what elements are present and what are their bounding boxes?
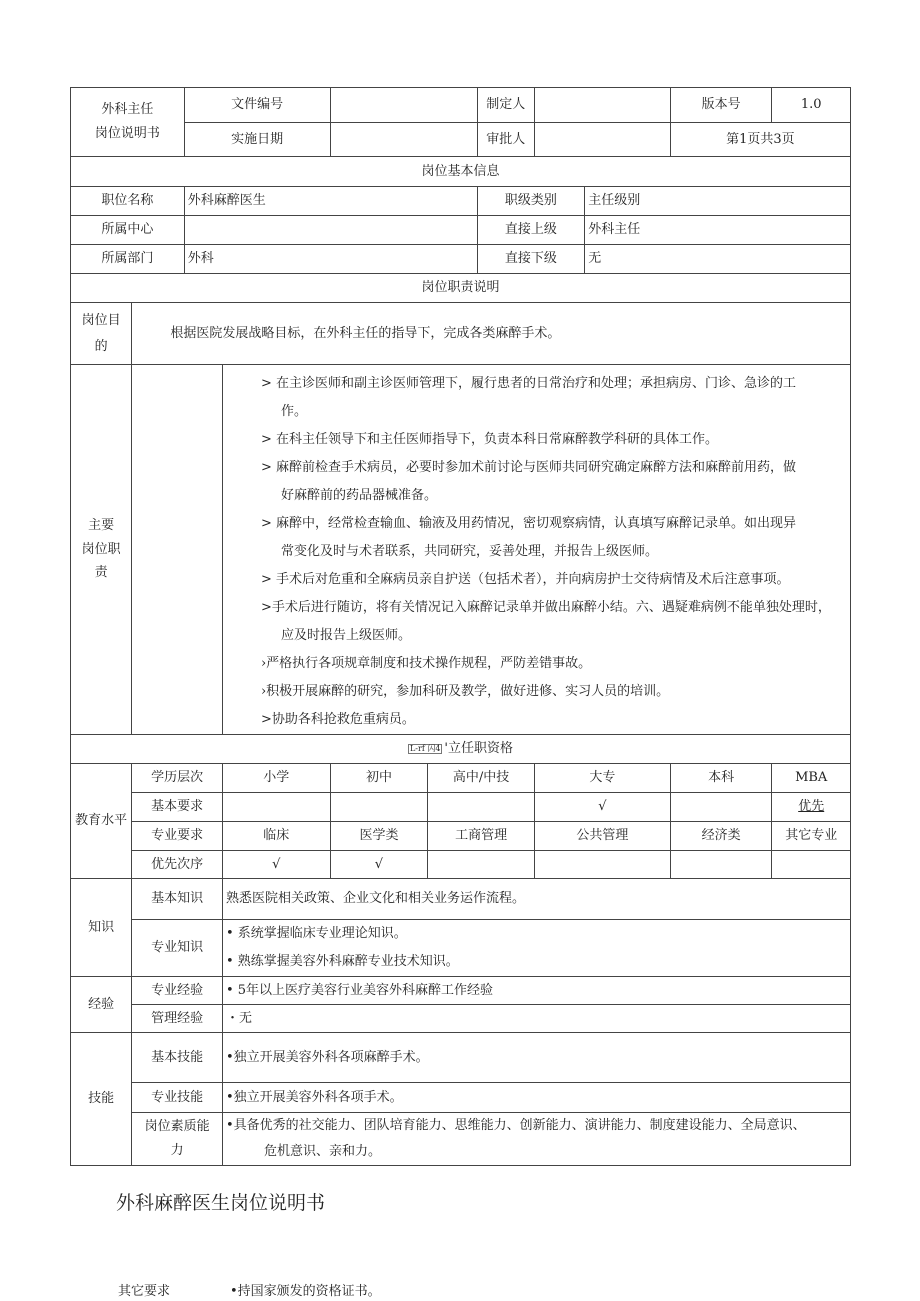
page-info: 第1页共3页	[670, 123, 850, 157]
other-req-label: 其它要求	[118, 1284, 171, 1299]
version-value: 1.0	[772, 88, 851, 123]
doc-no-label: 文件编号	[184, 88, 330, 123]
mgmt-exp-label: 管理经验	[132, 1005, 223, 1033]
pro-knowledge-line: • 熟练掌握美容外科麻醉专业技术知识。	[225, 954, 459, 969]
basic-req-cell	[222, 793, 330, 822]
grade-label: 职级类别	[477, 187, 585, 216]
quality-label-line1: 岗位素质能	[144, 1119, 210, 1135]
quality-label	[132, 1113, 223, 1166]
approver-label: 审批人	[477, 123, 534, 157]
edu-level-label: 学历层次	[132, 764, 223, 793]
section-marker-icon: L-rf 闪4	[409, 743, 441, 753]
duty-line: >协助各科抢救危重病员。	[260, 712, 415, 727]
header-title-line2: 岗位说明书	[94, 126, 160, 141]
basic-knowledge-value: 熟悉医院相关政策、企业文化和相关业务运作流程。	[222, 879, 850, 920]
document-title: 外科麻醉医生岗位说明书	[116, 1192, 326, 1214]
quality-line: •具备优秀的社交能力、团队培育能力、思维能力、创新能力、演讲能力、制度建设能力、全局意识、	[225, 1118, 806, 1133]
duty-line: > 麻醉中，经常检查输血、输液及用药情况，密切观察病情，认真填写麻醉记录单。如出现异	[260, 516, 796, 531]
major-cell: 公共管理	[534, 822, 670, 851]
header-title-line1: 外科主任	[101, 102, 154, 118]
quality-line: 危机意识、亲和力。	[263, 1144, 381, 1159]
priority-cell	[772, 851, 851, 879]
main-duties-label-line3: 责	[94, 565, 108, 581]
center-label: 所属中心	[71, 216, 185, 245]
goal-text: 根据医院发展战略目标，在外科主任的指导下，完成各类麻醉手术。	[132, 303, 851, 365]
edu-level-cell: 小学	[222, 764, 330, 793]
priority-cell	[534, 851, 670, 879]
section-qualification-title	[71, 735, 851, 764]
edu-level-cell: MBA	[772, 764, 851, 793]
edu-level-cell: 初中	[330, 764, 428, 793]
pro-knowledge-line: • 系统掌握临床专业理论知识。	[225, 926, 407, 941]
doc-no-value	[330, 88, 477, 123]
superior-label: 直接上级	[477, 216, 585, 245]
basic-req-cell: √	[534, 793, 670, 822]
major-cell: 其它专业	[772, 822, 851, 851]
grade-value: 主任级别	[585, 187, 851, 216]
other-req-value: •持国家颁发的资格证书。	[230, 1284, 381, 1299]
duty-line: > 手术后对危重和全麻病员亲自护送（包括术者），并向病房护士交待病情及术后注意事项。	[260, 572, 790, 587]
impl-date-label: 实施日期	[184, 123, 330, 157]
pro-knowledge-label: 专业知识	[132, 920, 223, 977]
duty-line: 好麻醉前的药品器械准备。	[280, 488, 437, 503]
priority-cell: √	[330, 851, 428, 879]
center-value	[184, 216, 477, 245]
position-label: 职位名称	[71, 187, 185, 216]
basic-req-cell	[670, 793, 772, 822]
duty-line: >手术后进行随访，将有关情况记入麻醉记录单并做出麻醉小结。六、遇疑难病例不能单独处理时，	[260, 600, 831, 615]
pro-knowledge-value	[222, 920, 850, 977]
basic-req-cell: 优先	[772, 793, 851, 822]
pro-skill-value: •独立开展美容外科各项手术。	[222, 1083, 850, 1113]
position-value: 外科麻醉医生	[184, 187, 477, 216]
main-duties-label-line2: 岗位职	[81, 541, 121, 557]
pro-exp-label: 专业经验	[132, 977, 223, 1005]
duty-line: 常变化及时与术者联系，共同研究，妥善处理，并报告上级医师。	[280, 544, 658, 559]
dept-label: 所属部门	[71, 245, 185, 274]
major-cell: 临床	[222, 822, 330, 851]
experience-label: 经验	[71, 977, 132, 1033]
duty-line: > 在主诊医师和副主诊医师管理下，履行患者的日常治疗和处理；承担病房、门诊、急诊的工	[260, 376, 796, 391]
main-duties-label-line1: 主要	[88, 518, 115, 534]
mgmt-exp-value: ・无	[222, 1005, 850, 1033]
major-cell: 医学类	[330, 822, 428, 851]
dept-value: 外科	[184, 245, 477, 274]
pro-skill-label: 专业技能	[132, 1083, 223, 1113]
duty-line: 应及时报告上级医师。	[280, 628, 411, 643]
qualification-title-text: '立任职资格	[444, 741, 513, 757]
priority-cell	[428, 851, 535, 879]
priority-label: 优先次序	[132, 851, 223, 879]
main-duties-spacer	[132, 365, 223, 735]
author-label: 制定人	[477, 88, 534, 123]
quality-label-line2: 力	[170, 1143, 184, 1158]
approver-value	[534, 123, 670, 157]
duty-line: > 麻醉前检查手术病员，必要时参加术前讨论与医师共同研究确定麻醉方法和麻醉前用药，做	[260, 460, 796, 475]
basic-skill-value: •独立开展美容外科各项麻醉手术。	[222, 1033, 850, 1083]
subordinate-label: 直接下级	[477, 245, 585, 274]
duty-line: ›严格执行各项规章制度和技术操作规程，严防差错事故。	[260, 656, 592, 671]
duties-list	[222, 365, 850, 735]
goal-label	[71, 303, 132, 365]
impl-date-value	[330, 123, 477, 157]
version-label: 版本号	[670, 88, 772, 123]
basic-skill-label: 基本技能	[132, 1033, 223, 1083]
section-duties-title: 岗位职责说明	[71, 274, 851, 303]
main-duties-label	[71, 365, 132, 735]
subordinate-value: 无	[585, 245, 851, 274]
quality-value	[222, 1113, 850, 1166]
priority-cell: √	[222, 851, 330, 879]
basic-req-cell	[330, 793, 428, 822]
job-description-table	[70, 87, 851, 1166]
doc-title-cell	[71, 88, 185, 157]
basic-knowledge-label: 基本知识	[132, 879, 223, 920]
priority-cell	[670, 851, 772, 879]
major-cell: 经济类	[670, 822, 772, 851]
duty-line: > 在科主任领导下和主任医师指导下，负责本科日常麻醉教学科研的具体工作。	[260, 432, 718, 447]
edu-level-cell: 大专	[534, 764, 670, 793]
major-req-label: 专业要求	[132, 822, 223, 851]
section-basic-info-title: 岗位基本信息	[71, 157, 851, 187]
knowledge-label: 知识	[71, 879, 132, 977]
pro-exp-value: • 5年以上医疗美容行业美容外科麻醉工作经验	[222, 977, 850, 1005]
skills-label: 技能	[71, 1033, 132, 1166]
author-value	[534, 88, 670, 123]
basic-req-cell	[428, 793, 535, 822]
basic-req-label: 基本要求	[132, 793, 223, 822]
edu-level-cell: 高中/中技	[428, 764, 535, 793]
duty-line: ›积极开展麻醉的研究，参加科研及教学，做好进修、实习人员的培训。	[260, 684, 670, 699]
edu-label: 教育水平	[71, 764, 132, 879]
superior-value: 外科主任	[585, 216, 851, 245]
goal-label-line1: 岗位目	[81, 312, 121, 328]
goal-label-line2: 的	[94, 338, 108, 354]
major-cell: 工商管理	[428, 822, 535, 851]
edu-level-cell: 本科	[670, 764, 772, 793]
duty-line: 作。	[280, 404, 307, 419]
